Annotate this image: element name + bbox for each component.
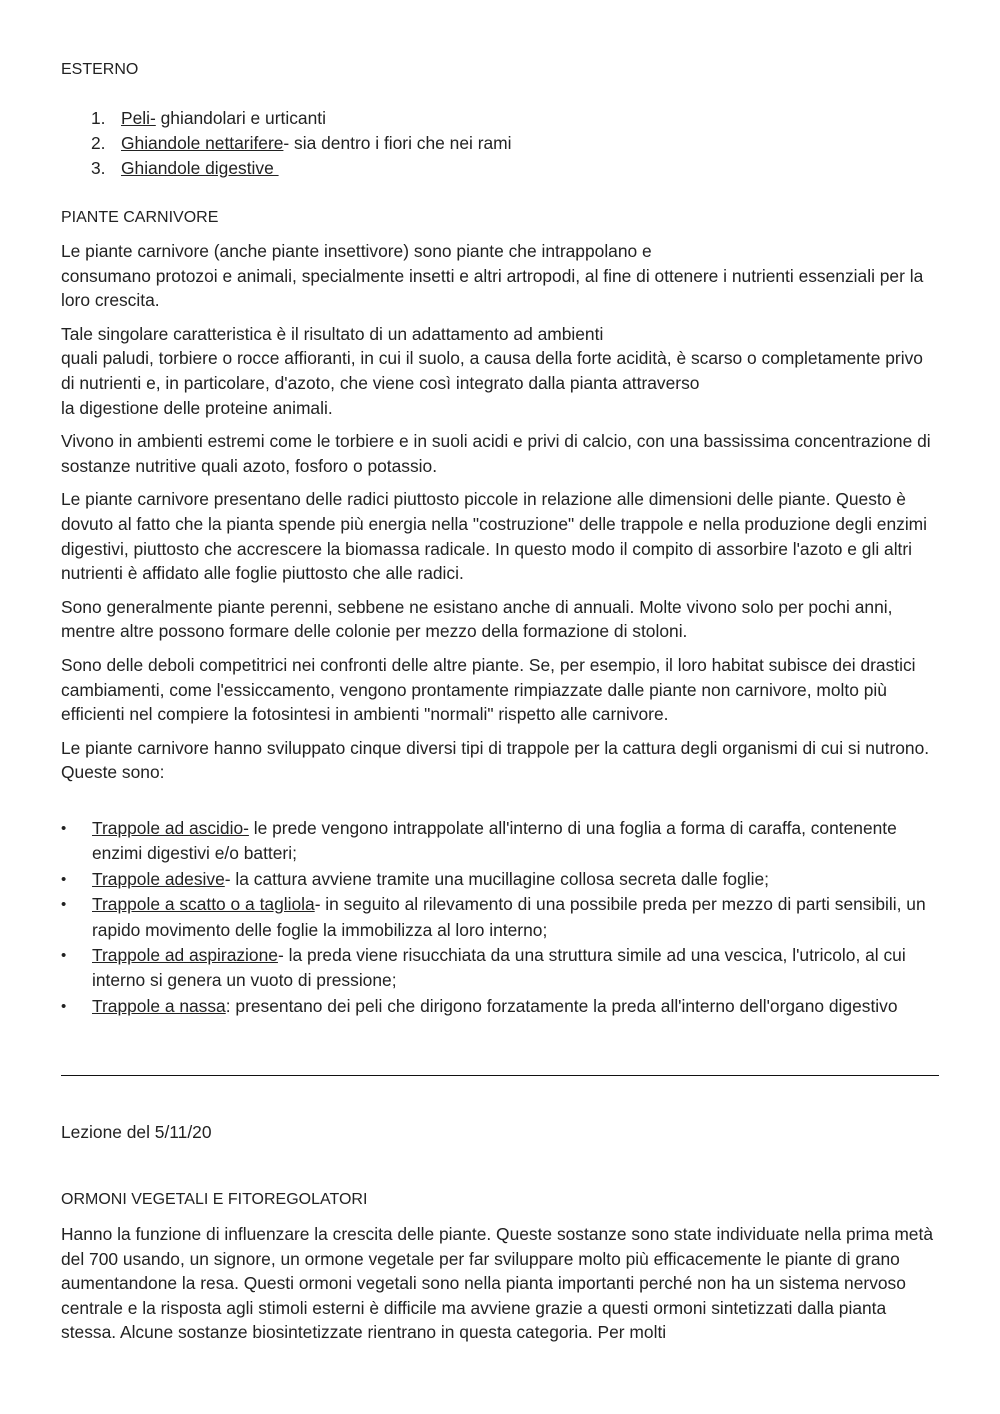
list-item-text: ghiandolari e urticanti [155,108,326,128]
paragraph-line: la digestione delle proteine animali. [61,397,333,418]
bullet-icon: • [61,997,67,1015]
list-item-label: Trappole adesive [92,868,225,889]
bullet-icon: • [61,820,67,837]
list-item-label: Ghiandole nettarifere [121,133,284,153]
list-item [61,106,939,131]
list-number: 1. [91,108,106,128]
carnivore-body [61,239,939,794]
paragraph: Le piante carnivore hanno sviluppato cinque diversi tipi di trappole per la cattura degli organismi di cui si nutrono. Queste sono: [61,737,930,783]
paragraph-line: quali paludi, torbiere o rocce affioranti, in cui il suolo, a causa della forte acidità, è scarso o completamente privo di nutrienti e, in particolare, d'azoto, che viene così integrato dalla pianta attraverso [61,348,923,393]
list-item-label: Trappole ad aspirazione [92,945,278,966]
list-item-label: Peli- [121,108,156,128]
esterno-list [61,106,939,181]
list-item-label: Trappole ad ascidio- [92,818,249,838]
list-item [0,892,939,943]
list-number: 3. [91,158,106,178]
paragraph [61,239,939,313]
paragraph [61,322,939,420]
list-item-label: Trappole a nassa [92,995,226,1016]
list-item [0,994,939,1019]
lesson-date: Lezione del 5/11/20 [61,1122,212,1142]
list-item-label: Ghiandole digestive [121,158,279,178]
list-item-text: : presentano dei peli che dirigono forzatamente la preda all'interno dell'organo digestivo [225,995,898,1016]
list-item [61,131,939,156]
traps-list [0,816,939,1019]
esterno-heading: ESTERNO [61,61,139,78]
list-number: 2. [91,133,106,153]
bullet-icon: • [61,870,67,888]
paragraph-line: consumano protozoi e animali, specialmente insetti e altri artropodi, al fine di ottenere i nutrienti essenziali per la loro crescita. [61,265,924,311]
section-divider [61,1075,939,1076]
paragraph: Le piante carnivore presentano delle radici piuttosto piccole in relazione alle dimensioni delle piante. Questo è dovuto al fatto che la pianta spende più energia nella "costruzione" delle trappole e nella produzione degli enzimi digestivi, piuttosto che accrescere la biomassa radicale. In questo modo il compito di assorbire l'azoto e gli altri nutrienti è affidato alle foglie piuttosto che alle radici. [61,489,928,584]
list-item [61,156,939,181]
paragraph: Sono generalmente piante perenni, sebbene ne esistano anche di annuali. Molte vivono solo per pochi anni, mentre altre possono formare delle colonie per mezzo della formazione di stoloni. [61,596,893,642]
bullet-icon: • [61,896,67,914]
list-item-text: - la cattura avviene tramite una mucillagine collosa secreta dalle foglie; [224,868,769,889]
paragraph: Hanno la funzione di influenzare la crescita delle piante. Queste sostanze sono state individuate nella prima metà del 700 usando, un signore, un ormone vegetale per far sviluppare molto più efficacemente le piante di grano aumentandone la resa. Questi ormoni vegetali sono nella pianta importanti perché non ha un sistema nervoso centrale e la risposta agli stimoli esterni è difficile ma avviene grazie a questi ormoni sintetizzati dalla pianta stessa. Alcune sostanze biosintetizzate rientrano in questa categoria. Per molti [61,1224,933,1343]
list-item [0,943,939,994]
paragraph: Sono delle deboli competitrici nei confronti delle altre piante. Se, per esempio, il loro habitat subisce dei drastici cambiamenti, come l'essiccamento, vengono prontamente rimpiazzate dalle piante non carnivore, molto più efficienti nel compiere la fotosintesi in ambienti "normali" rispetto alle carnivore. [61,654,916,725]
paragraph-line: Tale singolare caratteristica è il risultato di un adattamento ad ambienti [61,323,604,344]
list-item-text: le prede vengono intrappolate all'interno di una foglia a forma di caraffa, contenente enzimi digestivi e/o batteri; [92,818,897,864]
ormoni-heading: ORMONI VEGETALI E FITOREGOLATORI [61,1191,368,1208]
list-item-text: - in seguito al rilevamento di una possibile preda per mezzo di parti sensibili, un rapido movimento delle foglie la immobilizza al loro interno; [92,894,926,940]
list-item-text: - la preda viene risucchiata da una struttura simile ad una vescica, l'utricolo, al cui interno si genera un vuoto di pressione; [92,945,906,991]
paragraph: Vivono in ambienti estremi come le torbiere e in suoli acidi e privi di calcio, con una bassissima concentrazione di sostanze nutritive quali azoto, fosforo o potassio. [61,431,931,476]
list-item [0,816,939,867]
list-item [0,867,939,892]
carnivore-heading: PIANTE CARNIVORE [61,209,219,226]
list-item-text: - sia dentro i fiori che nei rami [283,133,512,153]
list-item-label: Trappole a scatto o a tagliola [92,894,315,915]
bullet-icon: • [61,947,67,965]
paragraph-line: Le piante carnivore (anche piante insettivore) sono piante che intrappolano e [61,241,652,261]
